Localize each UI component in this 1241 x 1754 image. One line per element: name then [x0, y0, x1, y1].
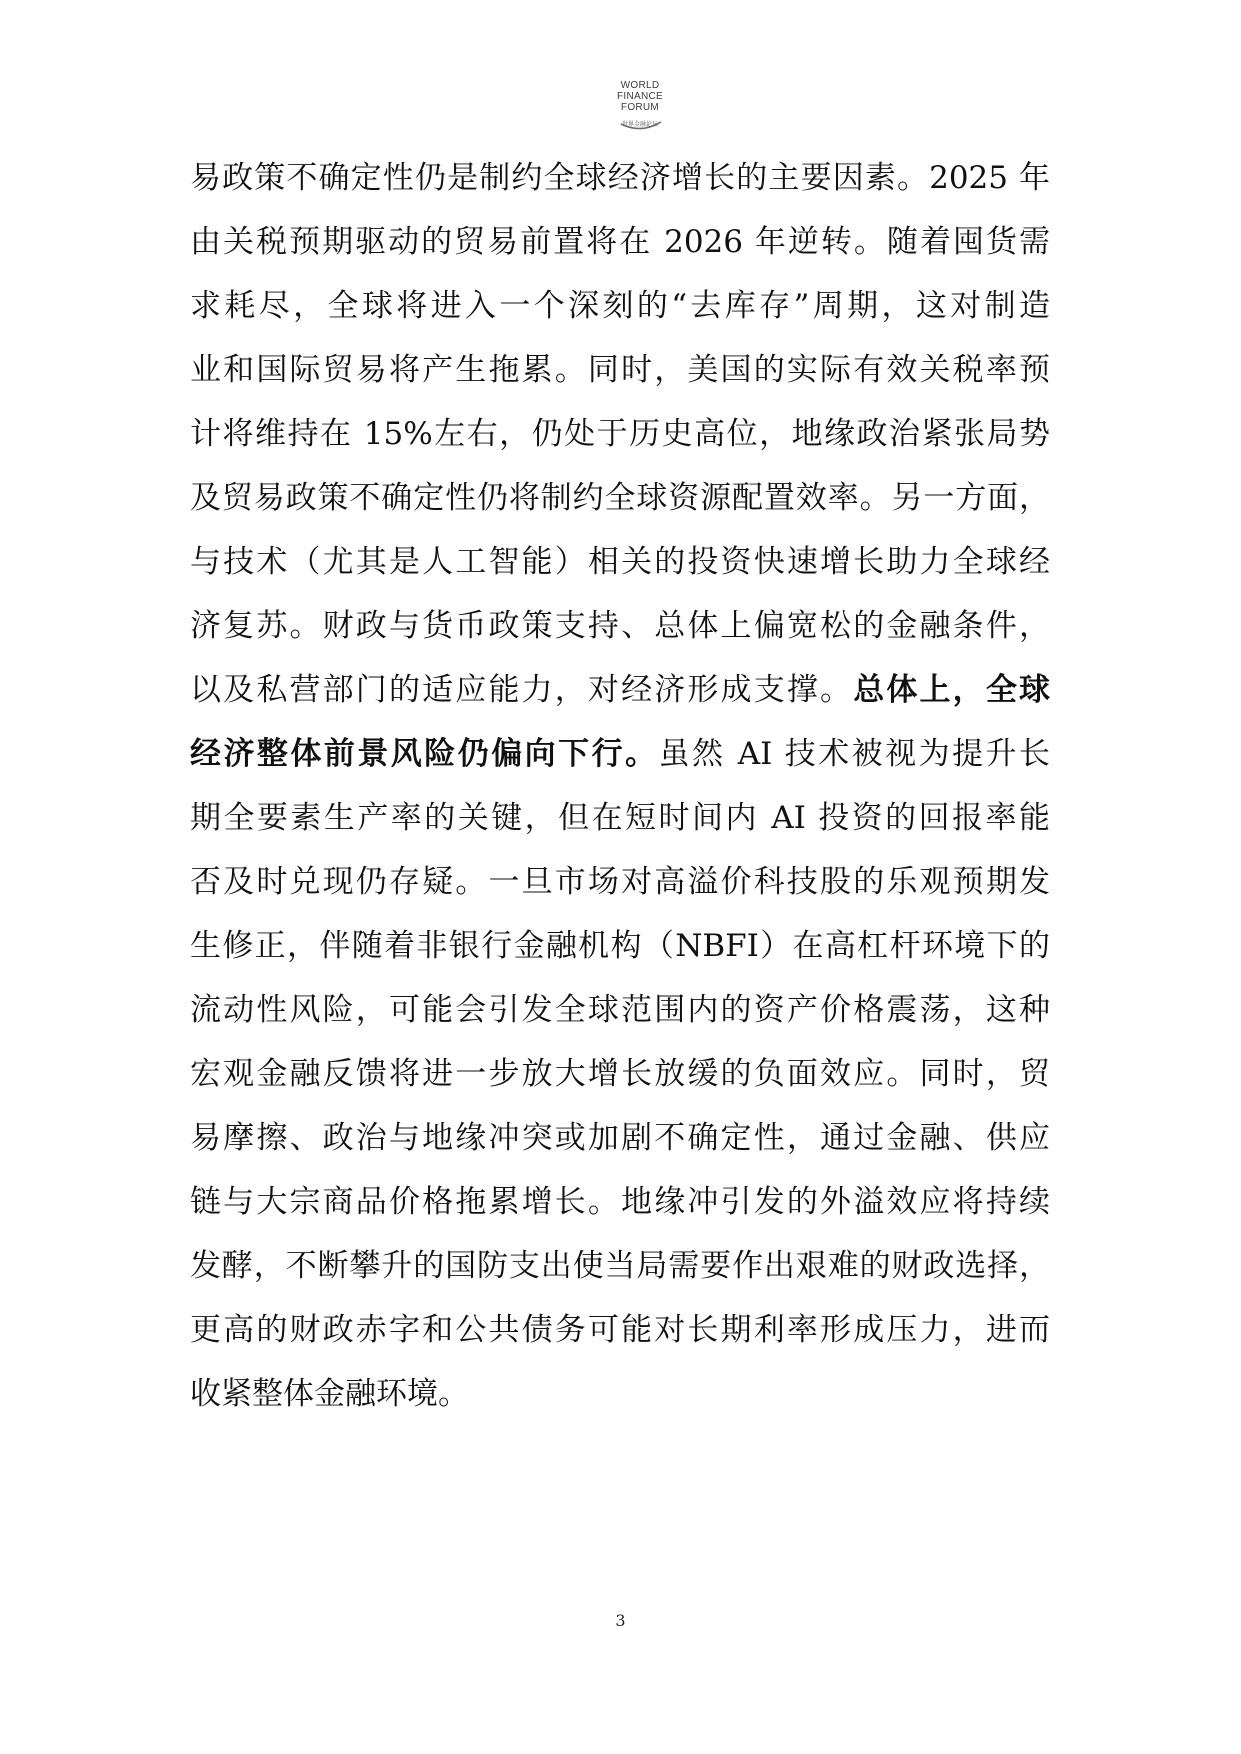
swoosh-icon [619, 120, 663, 132]
paragraph-line: 生修正，伴随着非银行金融机构（NBFI）在高杠杆环境下的 [190, 928, 1050, 964]
paragraph-line: 济复苏。财政与货币政策支持、总体上偏宽松的金融条件， [190, 608, 1050, 644]
logo-line-world: WORLD [620, 80, 660, 91]
bold-emphasis: 经济整体前景风险仍偏向下行。 [190, 736, 659, 772]
paragraph-line: 发酵，不断攀升的国防支出使当局需要作出艰难的财政选择， [190, 1248, 1050, 1284]
world-finance-forum-logo [595, 80, 685, 140]
logo-line-forum: FORUM [620, 102, 660, 113]
paragraph-line: 更高的财政赤字和公共债务可能对长期利率形成压力，进而 [190, 1312, 1050, 1348]
document-body [190, 146, 1050, 1426]
paragraph-line: 经济整体前景风险仍偏向下行。虽然 AI 技术被视为提升长 [190, 736, 1050, 772]
paragraph-line: 链与大宗商品价格拖累增长。地缘冲引发的外溢效应将持续 [190, 1184, 1050, 1220]
paragraph-line: 流动性风险，可能会引发全球范围内的资产价格震荡，这种 [190, 992, 1050, 1028]
paragraph-line: 易政策不确定性仍是制约全球经济增长的主要因素。2025 年 [190, 160, 1050, 196]
paragraph-line: 否及时兑现仍存疑。一旦市场对高溢价科技股的乐观预期发 [190, 864, 1050, 900]
paragraph-line: 收紧整体金融环境。 [190, 1376, 469, 1412]
paragraph-line: 与技术（尤其是人工智能）相关的投资快速增长助力全球经 [190, 544, 1050, 580]
paragraph-line: 宏观金融反馈将进一步放大增长放缓的负面效应。同时，贸 [190, 1056, 1050, 1092]
paragraph-line: 求耗尽，全球将进入一个深刻的“去库存”周期，这对制造 [190, 288, 1050, 324]
paragraph-line: 由关税预期驱动的贸易前置将在 2026 年逆转。随着囤货需 [190, 224, 1050, 260]
paragraph-line: 以及私营部门的适应能力，对经济形成支撑。总体上，全球 [190, 672, 1051, 708]
paragraph-line: 易摩擦、政治与地缘冲突或加剧不确定性，通过金融、供应 [190, 1120, 1050, 1156]
paragraph-line: 期全要素生产率的关键，但在短时间内 AI 投资的回报率能 [190, 800, 1050, 836]
logo-subtitle: 世界金融论坛 [621, 121, 658, 128]
bold-emphasis: 总体上，全球 [853, 672, 1051, 708]
paragraph-line: 计将维持在 15%左右，仍处于历史高位，地缘政治紧张局势 [190, 416, 1050, 452]
paragraph-line: 及贸易政策不确定性仍将制约全球资源配置效率。另一方面， [190, 480, 1050, 516]
logo-line-finance: FINANCE [617, 91, 663, 102]
paragraph-line: 业和国际贸易将产生拖累。同时，美国的实际有效关税率预 [190, 352, 1050, 388]
page-number: 3 [615, 1611, 626, 1630]
